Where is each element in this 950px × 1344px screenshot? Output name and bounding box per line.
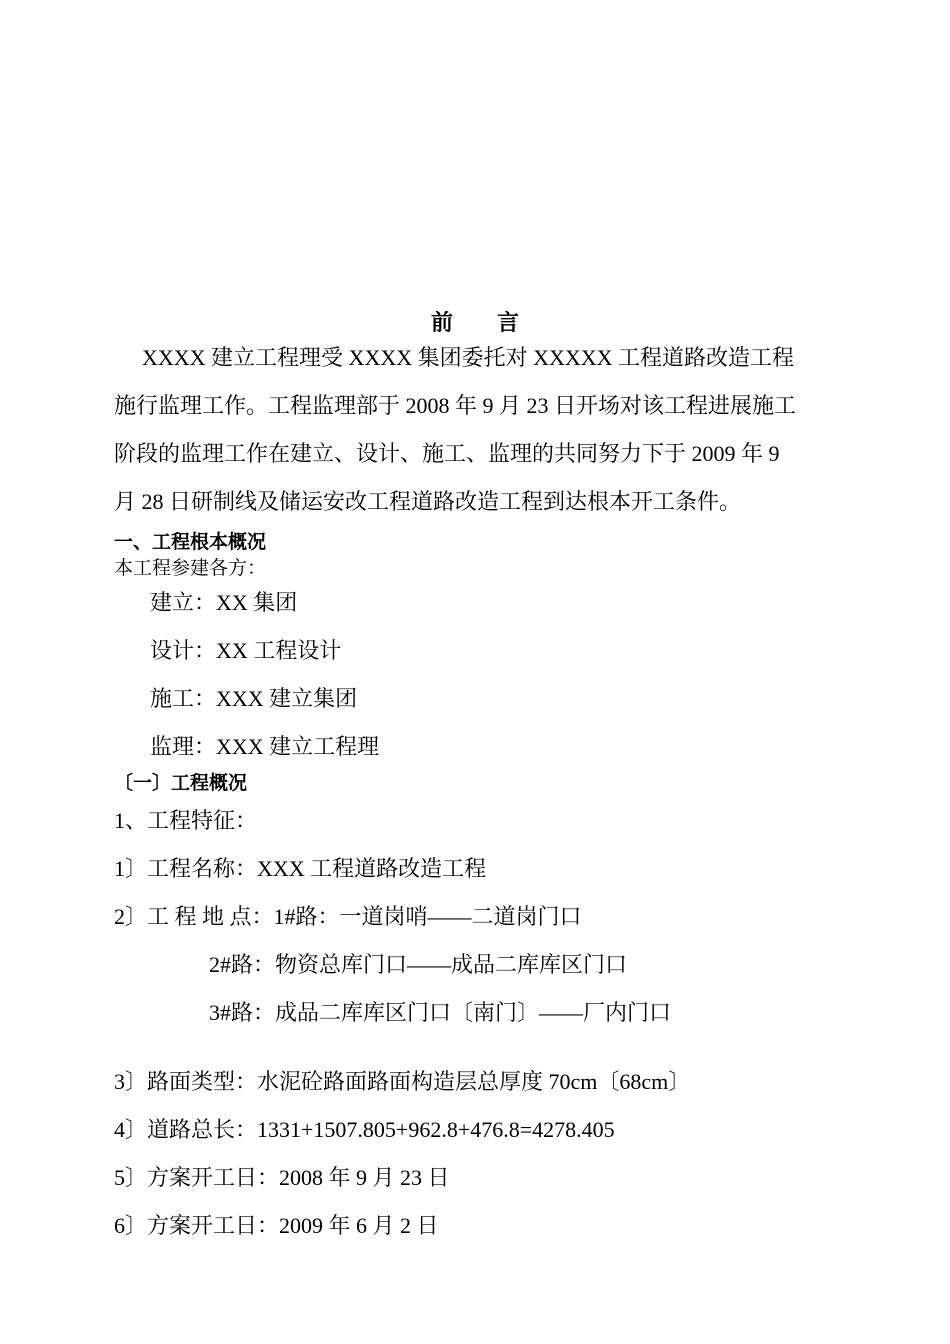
- feature-title: 1、工程特征：: [114, 808, 258, 833]
- planned-end: 6〕方案开工日：2009 年 6 月 2 日: [114, 1213, 439, 1238]
- project-location: 2〕工 程 地 点：1#路：一道岗哨——二道岗门口: [114, 904, 582, 929]
- page-title: [0, 306, 950, 337]
- road-length: 4〕道路总长：1331+1507.805+962.8+476.8=4278.405: [114, 1117, 615, 1142]
- intro-paragraph: [114, 334, 860, 526]
- project-name: 1〕工程名称：XXX 工程道路改造工程: [114, 856, 487, 881]
- title-char-2: 言: [497, 311, 520, 336]
- party-client: 建立：XX 集团: [150, 590, 298, 615]
- party-designer: 设计：XX 工程设计: [150, 638, 342, 663]
- project-location-3: 3#路：成品二库库区门口〔南门〕——厂内门口: [209, 1000, 672, 1025]
- section-heading: 一、工程根本概况: [114, 531, 267, 553]
- intro-line-4: 月 28 日研制线及储运安改工程道路改造工程到达根本开工条件。: [114, 489, 742, 514]
- intro-line-2: 施行监理工作。工程监理部于 2008 年 9 月 23 日开场对该工程进展施工: [114, 393, 797, 418]
- party-contractor: 施工：XXX 建立集团: [150, 686, 358, 711]
- participants-subheading: 本工程参建各方：: [114, 557, 267, 579]
- title-char-1: 前: [430, 311, 453, 336]
- planned-start: 5〕方案开工日：2008 年 9 月 23 日: [114, 1165, 450, 1190]
- intro-line-3: 阶段的监理工作在建立、设计、施工、监理的共同努力下于 2009 年 9: [114, 441, 780, 466]
- subsection-heading: 〔一〕工程概况: [114, 772, 248, 794]
- project-location-2: 2#路：物资总库门口——成品二库库区门口: [209, 952, 628, 977]
- intro-line-1: XXXX 建立工程理受 XXXX 集团委托对 XXXXX 工程道路改造工程: [142, 345, 795, 370]
- road-type: 3〕路面类型：水泥砼路面路面构造层总厚度 70cm〔68cm〕: [114, 1069, 691, 1094]
- party-supervisor: 监理：XXX 建立工程理: [150, 734, 380, 759]
